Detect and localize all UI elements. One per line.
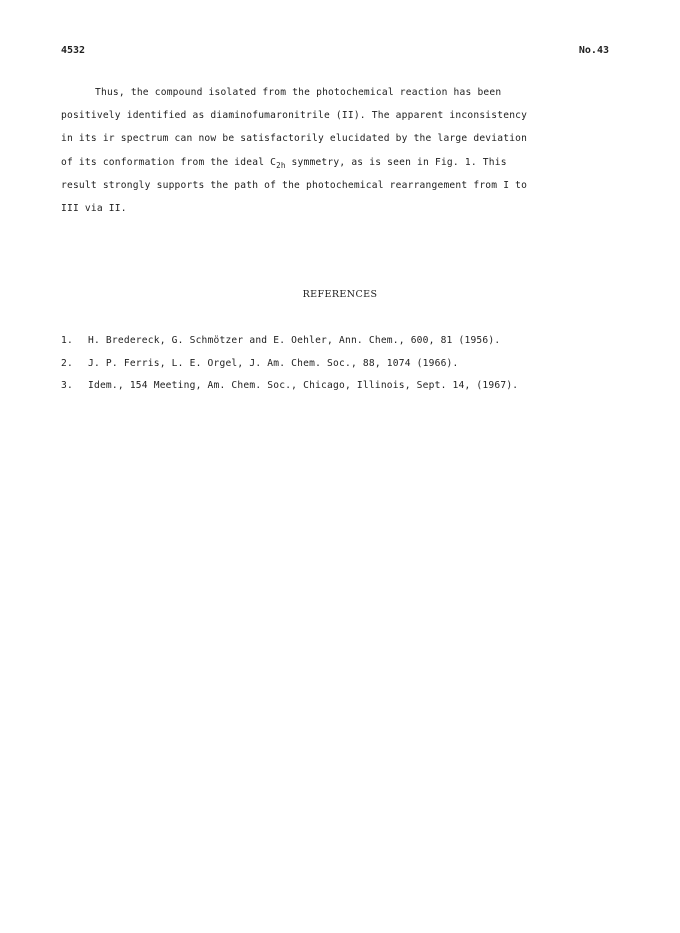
reference-item	[61, 330, 621, 353]
reference-item	[61, 353, 621, 376]
paragraph-line: III via II.	[61, 203, 127, 215]
references-list	[61, 330, 621, 398]
paragraph-line: result strongly supports the path of the photochemical rearrangement from I to	[61, 179, 528, 191]
symmetry-subscript: 2h	[276, 160, 286, 170]
paragraph-line: positively identified as diaminofumaronitrile (II). The apparent inconsistency	[61, 110, 528, 122]
reference-text: J. P. Ferris, L. E. Orgel, J. Am. Chem. Soc., 88, 1074 (1966).	[88, 357, 459, 369]
reference-number: 2.	[61, 357, 73, 369]
paragraph-line	[61, 151, 621, 174]
body-paragraph	[61, 81, 621, 220]
reference-item	[61, 375, 621, 398]
paragraph-line: Thus, the compound isolated from the photochemical reaction has been	[95, 87, 502, 98]
reference-text: Idem., 154 Meeting, Am. Chem. Soc., Chicago, Illinois, Sept. 14, (1967).	[88, 380, 519, 391]
page-number: 4532	[61, 45, 86, 56]
reference-number: 3.	[61, 380, 73, 391]
reference-number: 1.	[61, 335, 73, 346]
references-heading: REFERENCES	[302, 289, 378, 300]
paragraph-line-part: symmetry, as is seen in Fig. 1. This	[285, 156, 507, 168]
reference-text: H. Bredereck, G. Schmötzer and E. Oehler, Ann. Chem., 600, 81 (1956).	[88, 335, 501, 346]
paragraph-line: in its ir spectrum can now be satisfactorily elucidated by the large deviation	[61, 133, 528, 145]
issue-number: No.43	[578, 45, 609, 56]
paragraph-line-part: of its conformation from the ideal C	[61, 156, 277, 168]
